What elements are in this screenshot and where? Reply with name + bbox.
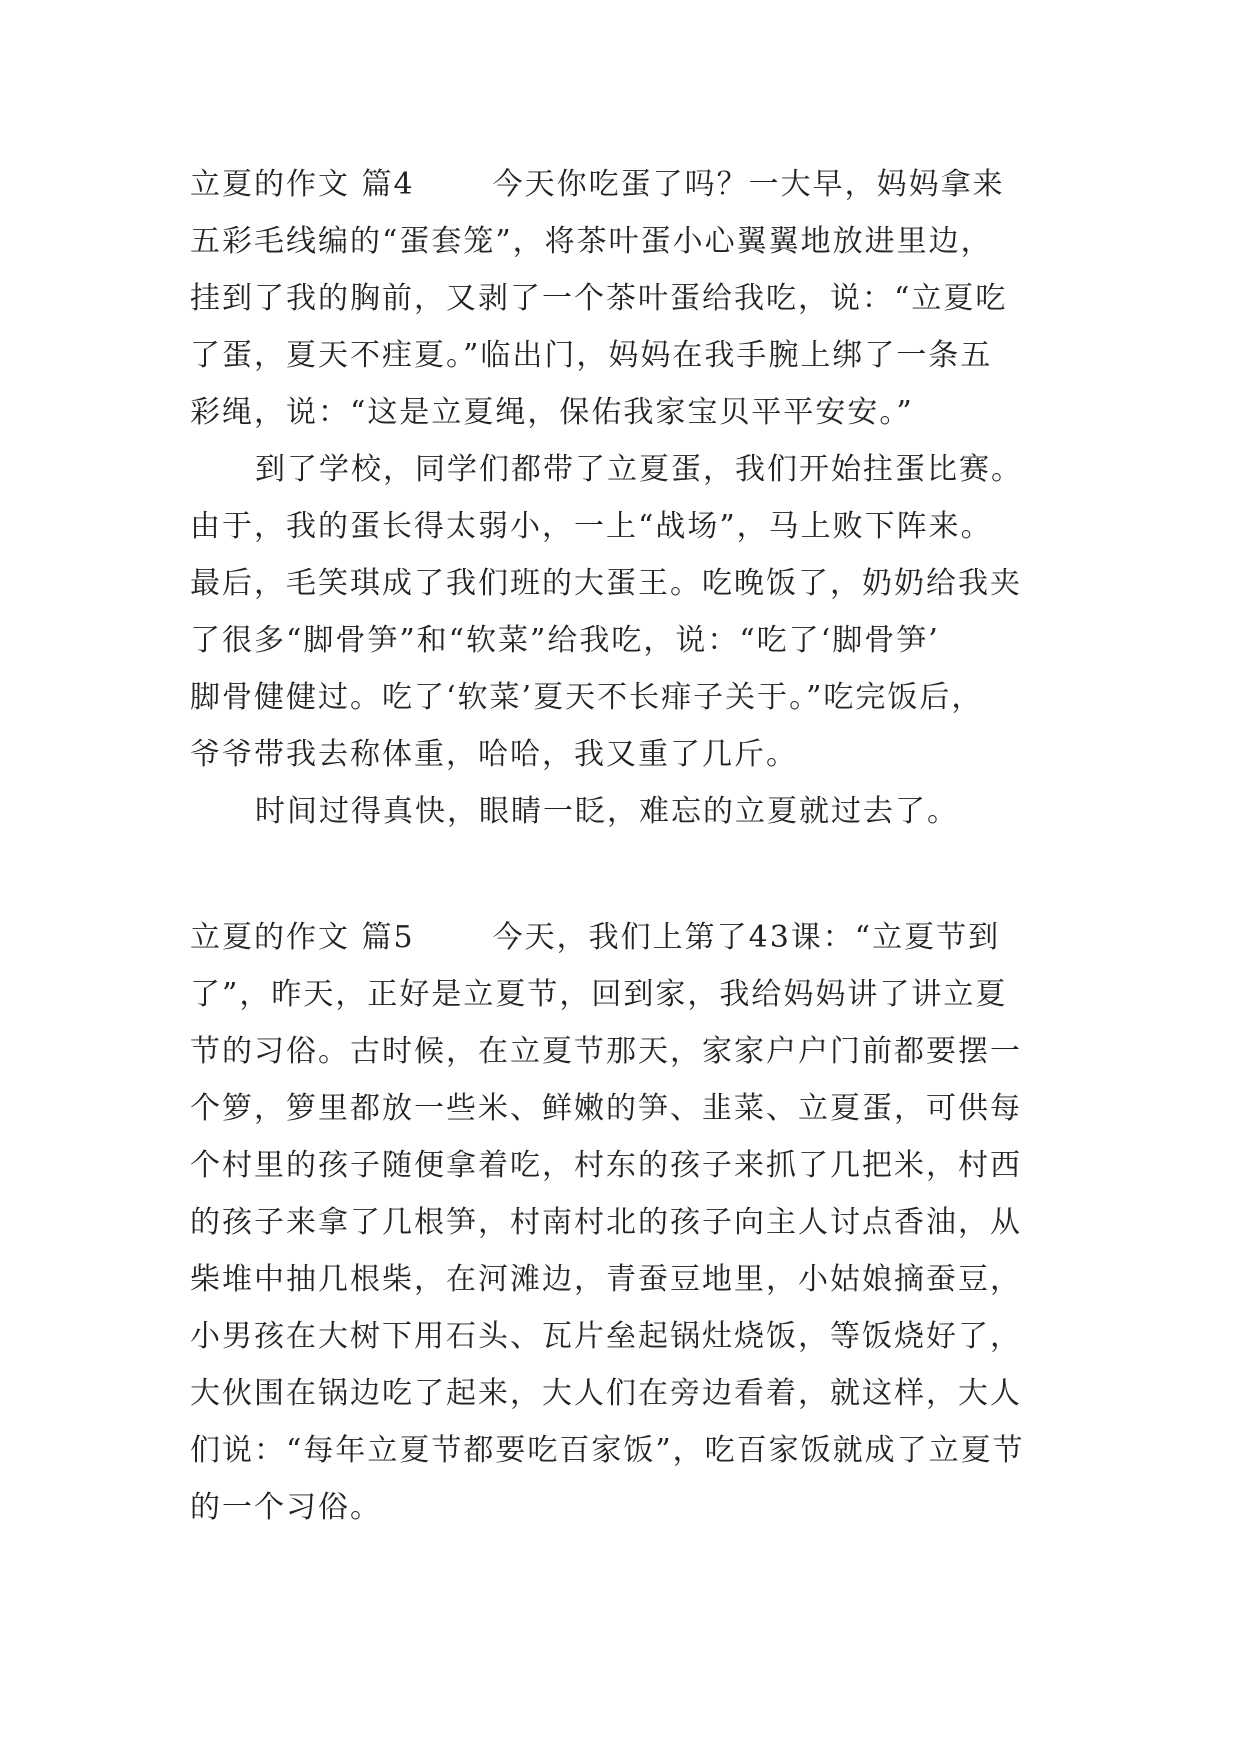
essay4-first-line <box>190 165 1090 205</box>
essay4-text-line: 了很多“脚骨笋”和“软菜”给我吃，说：“吃了‘脚骨笋’ <box>190 623 940 658</box>
essay5-text-line: 小男孩在大树下用石头、瓦片垒起锅灶烧饭，等饭烧好了， <box>190 1319 1022 1354</box>
essay4-text-line: 今天你吃蛋了吗？一大早，妈妈拿来 <box>492 167 1005 202</box>
essay5-heading: 立夏的作文 篇5 <box>190 920 415 955</box>
essay4-text-line: 脚骨健健过。吃了‘软菜’夏天不长痱子关于。”吃完饭后， <box>190 680 984 715</box>
essay4-text-line: 爷爷带我去称体重，哈哈，我又重了几斤。 <box>190 737 798 772</box>
essay4-text-line: 挂到了我的胸前，又剥了一个茶叶蛋给我吃，说：“立夏吃 <box>190 281 1008 316</box>
essay5-text-line: 的一个习俗。 <box>190 1490 382 1525</box>
essay4-text-line: 彩绳，说：“这是立夏绳，保佑我家宝贝平平安安。” <box>190 395 914 430</box>
essay5-text-line: 们说：“每年立夏节都要吃百家饭”，吃百家饭就成了立夏节 <box>190 1433 1025 1468</box>
essay5-text-line: 柴堆中抽几根柴，在河滩边，青蚕豆地里，小姑娘摘蚕豆， <box>190 1262 1022 1297</box>
essay5-text-line: 大伙围在锅边吃了起来，大人们在旁边看着，就这样，大人 <box>190 1376 1022 1411</box>
essay5-text-line: 个箩，箩里都放一些米、鲜嫩的笋、韭菜、立夏蛋，可供每 <box>190 1091 1022 1126</box>
essay4-text-line: 最后，毛笑琪成了我们班的大蛋王。吃晚饭了，奶奶给我夹 <box>190 566 1022 601</box>
essay4-paragraph-start: 到了学校，同学们都带了立夏蛋，我们开始拄蛋比赛。 <box>255 452 1023 487</box>
essay5-text-line: 了”，昨天，正好是立夏节，回到家，我给妈妈讲了讲立夏 <box>190 977 1008 1012</box>
essay4-text-line: 由于，我的蛋长得太弱小，一上“战场”，马上败下阵来。 <box>190 509 993 544</box>
essay4-paragraph-start: 时间过得真快，眼睛一眨，难忘的立夏就过去了。 <box>255 794 959 829</box>
essay5-text-line: 的孩子来拿了几根笋，村南村北的孩子向主人讨点香油，从 <box>190 1205 1022 1240</box>
essay4-text-line: 了蛋，夏天不疰夏。”临出门，妈妈在我手腕上绑了一条五 <box>190 338 993 373</box>
essay4-heading: 立夏的作文 篇4 <box>190 167 415 202</box>
essay5-text-line: 节的习俗。古时候，在立夏节那天，家家户户门前都要摆一 <box>190 1034 1022 1069</box>
essay4-text-line: 五彩毛线编的“蛋套笼”，将茶叶蛋小心翼翼地放进里边， <box>190 224 993 259</box>
essay5-text-line: 今天，我们上第了43课：“立夏节到 <box>492 920 1001 955</box>
essay5-text-line: 个村里的孩子随便拿着吃，村东的孩子来抓了几把米，村西 <box>190 1148 1022 1183</box>
essay5-first-line <box>190 918 1090 958</box>
